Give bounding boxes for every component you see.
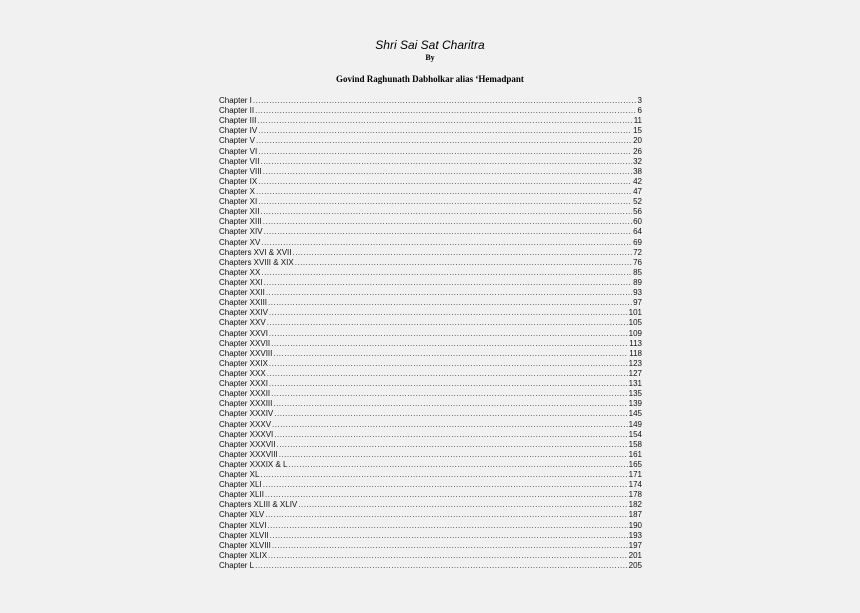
toc-entry-label: Chapter IX [219,176,258,186]
toc-entry-page-number: 76 [633,257,642,267]
toc-entry [219,510,642,520]
toc-entry [219,126,642,136]
toc-entry-page-number: 11 [633,116,642,126]
toc-entry-label: Chapter XI [219,197,258,207]
toc-entry [219,258,642,268]
toc-entry-page-number: 154 [628,429,642,439]
toc-dot-leader [260,207,632,217]
toc-entry-page-number: 47 [633,186,642,196]
toc-entry-page-number: 187 [628,510,642,520]
toc-entry-label: Chapter XII [219,207,260,217]
toc-entry [219,147,642,157]
toc-entry-page-number: 139 [628,399,642,409]
toc-entry-label: Chapter XXXI [219,379,268,389]
toc-entry-label: Chapter VIII [219,166,262,176]
toc-entry [219,329,642,339]
toc-entry [219,409,642,419]
toc-entry-label: Chapter III [219,116,257,126]
toc-entry [219,450,642,460]
toc-entry-page-number: 42 [633,176,642,186]
toc-entry-label: Chapter XXVIII [219,348,273,358]
toc-entry-page-number: 118 [629,348,642,358]
toc-entry [219,379,642,389]
toc-dot-leader [255,106,636,116]
toc-entry-label: Chapter IV [219,126,258,136]
toc-entry-label: Chapter XXI [219,277,263,287]
toc-entry-page-number: 52 [633,197,642,207]
toc-dot-leader [260,470,627,480]
toc-dot-leader [268,298,632,308]
toc-entry [219,561,642,571]
toc-dot-leader [271,389,628,399]
toc-dot-leader [273,399,627,409]
toc-entry-label: Chapter XXX [219,368,266,378]
toc-dot-leader [270,531,628,541]
toc-entry-label: Chapter XXXVII [219,439,276,449]
toc-entry [219,96,642,106]
toc-dot-leader [258,197,632,207]
toc-entry [219,227,642,237]
toc-dot-leader [258,126,632,136]
toc-entry [219,551,642,561]
toc-entry-page-number: 145 [628,409,642,419]
toc-dot-leader [258,177,632,187]
toc-entry-page-number: 64 [633,227,642,237]
toc-entry-label: Chapter XLIX [219,550,268,560]
toc-dot-leader [260,157,632,167]
toc-entry-page-number: 193 [628,530,642,540]
toc-entry-label: Chapter VI [219,146,258,156]
toc-entry-page-number: 26 [633,146,642,156]
toc-entry-page-number: 15 [633,126,642,136]
toc-entry-page-number: 109 [628,328,642,338]
toc-entry [219,349,642,359]
toc-entry [219,531,642,541]
toc-entry-page-number: 190 [628,520,642,530]
toc-entry-page-number: 161 [628,449,642,459]
toc-dot-leader [267,369,628,379]
toc-entry-label: Chapter XLII [219,490,264,500]
toc-entry [219,430,642,440]
toc-dot-leader [256,136,632,146]
author-line: Govind Raghunath Dabholkar alias ‘Hemadpant [336,74,524,84]
toc-entry-page-number: 69 [633,237,642,247]
toc-dot-leader [274,409,627,419]
toc-entry-page-number: 149 [628,419,642,429]
toc-entry-page-number: 20 [633,136,642,146]
toc-entry [219,167,642,177]
toc-entry-label: Chapter XLI [219,480,262,490]
toc-dot-leader [256,187,632,197]
toc-entry [219,369,642,379]
toc-entry [219,399,642,409]
toc-dot-leader [264,278,633,288]
toc-entry-label: Chapter XXVI [219,328,268,338]
toc-entry-label: Chapter XLV [219,510,265,520]
toc-entry-label: Chapter XXXV [219,419,272,429]
toc-dot-leader [264,227,633,237]
toc-entry-label: Chapters XVIII & XIX [219,257,294,267]
toc-entry-page-number: 113 [629,338,642,348]
toc-entry [219,288,642,298]
toc-entry-page-number: 60 [633,217,642,227]
toc-dot-leader [267,521,627,531]
toc-entry [219,318,642,328]
toc-entry-page-number: 97 [633,298,642,308]
toc-dot-leader [258,147,632,157]
toc-entry-page-number: 101 [628,308,642,318]
toc-entry [219,187,642,197]
toc-dot-leader [279,450,628,460]
toc-entry [219,207,642,217]
toc-entry [219,157,642,167]
toc-entry [219,470,642,480]
toc-dot-leader [261,238,632,248]
toc-entry [219,460,642,470]
toc-dot-leader [273,349,628,359]
toc-dot-leader [272,420,628,430]
toc-entry [219,480,642,490]
toc-dot-leader [261,268,632,278]
toc-dot-leader [263,480,628,490]
toc-entry [219,298,642,308]
toc-entry-page-number: 85 [633,267,642,277]
toc-entry [219,541,642,551]
table-of-contents [219,96,642,571]
toc-entry-page-number: 131 [628,379,642,389]
toc-entry-page-number: 6 [637,106,642,116]
toc-entry-label: Chapters XVI & XVII [219,247,292,257]
toc-entry-page-number: 123 [628,358,642,368]
toc-dot-leader [265,510,627,520]
toc-entry-label: Chapter I [219,96,252,105]
toc-dot-leader [292,248,632,258]
toc-entry-label: Chapter VII [219,156,260,166]
toc-entry [219,116,642,126]
toc-entry-label: Chapter XIII [219,217,262,227]
toc-dot-leader [271,339,628,349]
toc-entry [219,177,642,187]
toc-entry-label: Chapter XXIX [219,358,268,368]
toc-entry [219,440,642,450]
toc-entry [219,521,642,531]
toc-dot-leader [288,460,627,470]
toc-dot-leader [274,430,627,440]
toc-entry-page-number: 205 [628,561,642,571]
toc-entry-label: Chapter XXXIX & L [219,459,288,469]
toc-entry [219,389,642,399]
toc-entry-label: Chapter XXXVI [219,429,274,439]
toc-entry-page-number: 72 [633,247,642,257]
toc-entry-label: Chapter XXV [219,318,266,328]
toc-dot-leader [269,379,628,389]
toc-entry-page-number: 89 [633,277,642,287]
toc-entry-page-number: 171 [628,470,642,480]
toc-entry-label: Chapter XXIV [219,308,268,318]
toc-entry [219,278,642,288]
document-title: Shri Sai Sat Charitra [375,38,485,52]
toc-dot-leader [269,308,628,318]
toc-entry-label: Chapter V [219,136,256,146]
toc-entry-label: Chapter XXVII [219,338,271,348]
toc-entry [219,248,642,258]
toc-entry-label: Chapter X [219,186,256,196]
toc-dot-leader [255,561,628,571]
toc-entry-page-number: 93 [633,288,642,298]
toc-dot-leader [276,440,627,450]
toc-entry-page-number: 165 [628,459,642,469]
toc-dot-leader [267,318,628,328]
toc-dot-leader [265,490,628,500]
toc-entry [219,308,642,318]
toc-entry [219,420,642,430]
toc-entry-page-number: 127 [628,368,642,378]
toc-dot-leader [269,329,628,339]
toc-entry-label: Chapter XLVI [219,520,267,530]
toc-entry-label: Chapter XXII [219,288,265,298]
toc-entry-page-number: 38 [633,166,642,176]
toc-entry [219,490,642,500]
toc-entry-label: Chapter XXXVIII [219,449,278,459]
toc-dot-leader [268,551,628,561]
toc-entry-label: Chapter XXXIV [219,409,274,419]
toc-entry [219,268,642,278]
toc-entry-page-number: 182 [628,500,642,510]
toc-entry [219,197,642,207]
toc-entry-label: Chapters XLIII & XLIV [219,500,298,510]
toc-dot-leader [272,541,628,551]
toc-dot-leader [266,288,632,298]
toc-entry-page-number: 3 [637,96,642,105]
toc-entry-label: Chapter XLVII [219,530,269,540]
toc-entry-page-number: 158 [628,439,642,449]
toc-entry-page-number: 32 [633,156,642,166]
toc-entry-page-number: 105 [628,318,642,328]
toc-entry-page-number: 197 [628,540,642,550]
toc-entry-page-number: 174 [628,480,642,490]
toc-dot-leader [269,359,628,369]
toc-dot-leader [295,258,632,268]
toc-entry-label: Chapter XLVIII [219,540,271,550]
toc-entry [219,359,642,369]
toc-entry [219,106,642,116]
toc-entry-label: Chapter II [219,106,255,116]
toc-entry-page-number: 56 [633,207,642,217]
toc-dot-leader [298,500,627,510]
toc-entry-label: Chapter XV [219,237,261,247]
toc-entry-page-number: 201 [628,550,642,560]
toc-entry-label: Chapter XX [219,267,261,277]
toc-entry [219,339,642,349]
toc-entry [219,238,642,248]
toc-entry-label: Chapter XIV [219,227,263,237]
toc-entry-label: Chapter XXXIII [219,399,273,409]
by-line: By [425,53,435,62]
toc-entry-label: Chapter XXIII [219,298,268,308]
toc-dot-leader [263,167,632,177]
toc-entry [219,136,642,146]
toc-entry-label: Chapter XL [219,470,260,480]
toc-entry [219,217,642,227]
toc-entry [219,500,642,510]
toc-entry-label: Chapter L [219,561,255,571]
toc-entry-label: Chapter XXXII [219,389,271,399]
toc-entry-page-number: 178 [628,490,642,500]
toc-entry-page-number: 135 [628,389,642,399]
toc-dot-leader [253,96,637,106]
toc-dot-leader [263,217,632,227]
toc-dot-leader [257,116,632,126]
